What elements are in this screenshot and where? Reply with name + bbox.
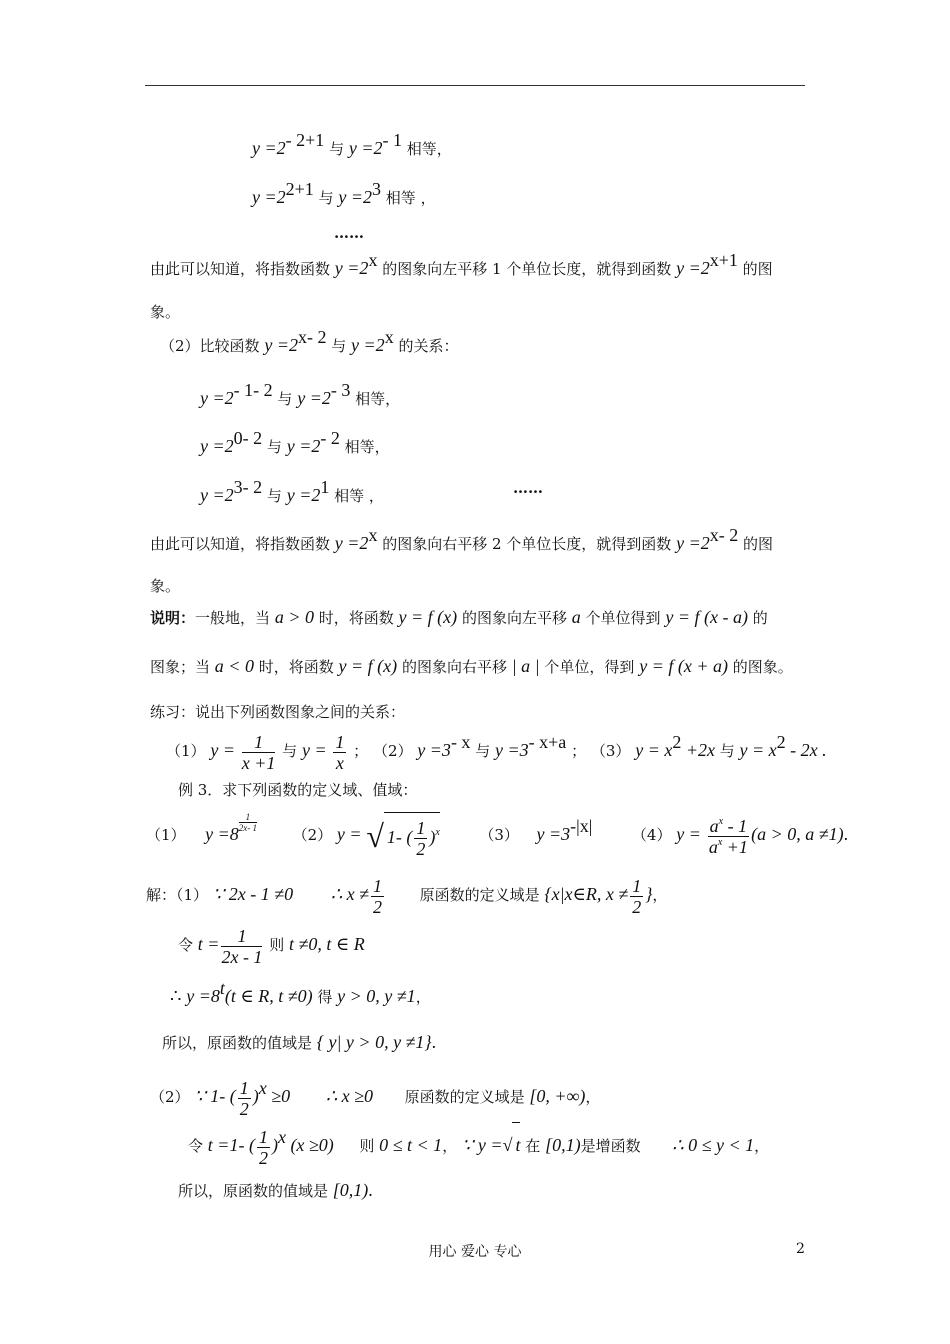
text: 原函数的定义域是 <box>404 1088 525 1106</box>
exponent: x <box>277 1127 286 1147</box>
solution-line-3 <box>170 978 431 1009</box>
formula: y =2 <box>286 436 321 456</box>
fraction <box>221 926 262 967</box>
solution-line-2 <box>178 922 365 967</box>
page-number: 2 <box>796 1241 805 1257</box>
text: 个单位，得到 <box>544 658 635 676</box>
solution-line-6: 令 t =1- ( $\frac{1}{2}$ )$^x$ (x ≥0) 则 0 ≤ t < 1， ∵ y =√ t 在 [0,1)是增函数 ∴ 0 ≤ y < 1， <box>188 1122 769 1168</box>
text: 的图 <box>743 535 774 553</box>
formula: ∴ x ≠ <box>330 884 370 904</box>
denominator: 2x- 1 <box>238 823 257 833</box>
numerator-rest: - 1 <box>723 815 748 836</box>
formula: } <box>645 884 653 904</box>
formula: ∵ y = <box>461 1135 503 1155</box>
formula: t =1- ( <box>207 1135 255 1155</box>
formula: y =2 <box>264 335 298 355</box>
formula: y =2 <box>348 138 383 158</box>
formula: ) <box>252 1086 259 1106</box>
text: 时，将函数 <box>258 658 334 676</box>
text: （2）比较函数 <box>160 337 260 355</box>
item-number: （1） <box>146 826 186 844</box>
denominator: 2 <box>416 838 426 859</box>
exponent: x <box>435 826 440 838</box>
fraction <box>238 1078 251 1119</box>
text: 的 <box>752 609 768 627</box>
formula: y =2 <box>334 258 369 278</box>
text: 一般地，当 <box>195 609 271 627</box>
formula: y =3 <box>417 740 451 760</box>
numerator: 1 <box>416 817 426 838</box>
exponent: - 1 <box>382 130 403 150</box>
formula: y = f (x - a) <box>665 607 748 627</box>
exponent: t <box>219 978 225 998</box>
text: 与 <box>331 337 347 355</box>
formula: | a | <box>511 656 540 676</box>
formula: a > 0 <box>274 607 314 627</box>
exponent: - 1- 2 <box>233 380 273 400</box>
exponent: 3- 2 <box>233 477 263 497</box>
numerator: a <box>709 815 719 836</box>
exponent: x <box>384 327 394 347</box>
text: （2） <box>150 1088 190 1106</box>
ellipsis: …… <box>513 479 543 497</box>
fraction <box>242 732 276 773</box>
equality-line-1 <box>252 130 452 161</box>
formula: y =2 <box>286 485 321 505</box>
fraction <box>371 876 384 917</box>
formula: y =2 <box>334 533 369 553</box>
text: 与 <box>318 189 334 207</box>
solution-line-1 <box>146 872 667 917</box>
text: 则 <box>269 936 285 954</box>
formula: y =2 <box>252 187 286 207</box>
solution-line-5 <box>150 1074 600 1119</box>
item-number: （4） <box>631 826 672 844</box>
text: 令 <box>188 1137 204 1155</box>
text: 的图象向右平移 2 个单位长度，就得到函数 <box>382 535 672 553</box>
fraction <box>708 816 749 857</box>
formula: y = <box>336 824 362 844</box>
fraction <box>630 876 643 917</box>
item-number: （2） <box>292 826 333 844</box>
formula: ≥0 <box>266 1086 291 1106</box>
formula: y = <box>210 740 235 760</box>
text: 与 <box>329 140 345 158</box>
exercise-items <box>166 730 827 773</box>
exponent: x <box>718 815 724 827</box>
formula: y =2 <box>351 335 385 355</box>
formula: ) <box>271 1135 278 1155</box>
solution-line-7 <box>178 1178 373 1203</box>
text: ； <box>571 742 587 760</box>
exponent: - 2+1 <box>285 130 325 150</box>
formula: +2x <box>681 740 715 760</box>
text: 与 <box>266 438 282 456</box>
fraction <box>333 732 346 773</box>
item-number: （1） <box>166 742 206 760</box>
text: 的图象向左平移 1 个单位长度，就得到函数 <box>382 260 672 278</box>
exponent: - 2 <box>320 428 340 448</box>
text: . <box>843 824 849 844</box>
formula: ∴ 0 ≤ y < 1 <box>672 1135 755 1155</box>
exponent: x <box>368 525 378 545</box>
compare-heading <box>160 327 459 358</box>
exponent: x- 2 <box>297 327 327 347</box>
text: 由此可以知道，将指数函数 <box>150 535 331 553</box>
equality-line-4 <box>200 428 390 459</box>
fraction <box>257 1127 270 1168</box>
text: 的图象向左平移 <box>461 609 567 627</box>
formula: y =2 <box>252 138 286 158</box>
text: 则 <box>359 1137 375 1155</box>
exponent: x- 2 <box>709 525 739 545</box>
text: 的图象向右平移 <box>401 658 507 676</box>
item-number: （3） <box>479 826 519 844</box>
exponent: -|x| <box>570 816 593 836</box>
text: 与 <box>266 487 282 505</box>
numerator: 1 <box>373 875 383 896</box>
text: 原函数的定义域是 <box>419 886 540 904</box>
formula: y =8 <box>186 986 220 1006</box>
text: ， <box>652 886 668 904</box>
text: 解：（1） <box>146 886 209 904</box>
text: 的图象。 <box>732 658 793 676</box>
header-rule <box>145 85 805 86</box>
equality-line-2 <box>252 179 436 210</box>
denominator: 2 <box>373 896 383 917</box>
note-line-1 <box>150 605 768 630</box>
text: 与 <box>277 390 293 408</box>
denominator-rest: +1 <box>722 836 748 857</box>
fraction <box>414 818 427 859</box>
text: 与 <box>475 742 491 760</box>
text: 相等， <box>344 438 390 456</box>
formula: y =2 <box>676 258 710 278</box>
denominator: 2x - 1 <box>221 946 263 967</box>
text: 得 <box>317 988 333 1006</box>
note-label: 说明： <box>150 609 196 627</box>
example-heading: 例 3．求下列函数的定义域、值域： <box>178 781 418 799</box>
formula: y =2 <box>200 388 234 408</box>
text: 相等 ， <box>385 189 436 207</box>
text: 的图 <box>742 260 773 278</box>
formula: [0, +∞) <box>529 1086 586 1106</box>
numerator: 1 <box>632 875 642 896</box>
exponent: - x <box>450 732 471 752</box>
formula: - 2x . <box>785 740 827 760</box>
page-footer: 用心 爱心 专心 <box>428 1244 522 1260</box>
text: 令 <box>178 936 194 954</box>
formula: ) <box>429 826 436 847</box>
formula: ∵ 2x - 1 ≠0 <box>212 884 294 904</box>
denominator: 2 <box>239 1098 249 1119</box>
formula: ∵ 1- ( <box>194 1086 236 1106</box>
numerator: 1 <box>258 1126 268 1147</box>
therefore-symbol: ∴ <box>170 986 182 1006</box>
formula: y =3 <box>495 740 529 760</box>
text: ， <box>415 988 431 1006</box>
denominator: x <box>335 752 344 773</box>
numerator: 1 <box>221 926 262 947</box>
item-number: （3） <box>590 742 631 760</box>
formula: t = <box>197 934 220 954</box>
text: ， <box>754 1137 770 1155</box>
formula: t ≠0, t ∈ R <box>289 934 365 954</box>
formula: ∴ x ≥0 <box>325 1086 374 1106</box>
solution-line-4 <box>162 1030 436 1055</box>
exponent: 2+1 <box>285 179 314 199</box>
example-functions: （1） y =8 $\frac{1}{2x- 1}$ （2） y = √ 1- ( $\frac{1}{2}$ )$^x$ （3） $y =3^{-|x|}$ （4） y = $\frac{a^x - 1}{a^x +1}$ (a > 0, a ≠1). <box>146 812 849 859</box>
text: 的关系： <box>398 337 459 355</box>
text: 时，将函数 <box>318 609 394 627</box>
formula: a < 0 <box>214 656 254 676</box>
formula: (a > 0, a ≠1) <box>751 824 844 844</box>
exponent: 1 <box>320 477 330 497</box>
formula: y =2 <box>297 388 331 408</box>
exponent: - x+a <box>528 732 567 752</box>
numerator: 1 <box>239 812 257 823</box>
formula: [0,1) <box>332 1180 369 1200</box>
text: ， <box>585 1088 601 1106</box>
formula: (t ∈ R, t ≠0) <box>224 986 313 1006</box>
text: 个单位得到 <box>585 609 661 627</box>
formula: { y| y > 0, y ≠1} <box>316 1032 432 1052</box>
text: . <box>368 1180 373 1200</box>
formula: 0 ≤ t < 1 <box>379 1135 443 1155</box>
denominator: 2 <box>632 896 642 917</box>
paragraph-left-shift <box>150 250 773 281</box>
formula: 1- ( <box>386 826 413 847</box>
text: . <box>431 1032 437 1052</box>
text: ， <box>442 1137 458 1155</box>
paragraph-right-shift <box>150 525 774 556</box>
exponent: - 3 <box>330 380 351 400</box>
formula: y =2 <box>200 485 234 505</box>
text: 所以，原函数的值域是 <box>178 1182 329 1200</box>
formula: {x|x∈R, x ≠ <box>544 884 629 904</box>
exercise-heading: 练习：说出下列函数图象之间的关系： <box>150 703 406 721</box>
text: 由此可以知道，将指数函数 <box>150 260 331 278</box>
formula: y = f (x + a) <box>639 656 728 676</box>
paragraph-continuation: 象。 <box>150 303 181 321</box>
text: 所以，原函数的值域是 <box>162 1034 313 1052</box>
formula: y = <box>676 824 701 844</box>
formula: a <box>571 607 581 627</box>
denominator: a <box>708 836 718 857</box>
formula: y = x <box>635 740 673 760</box>
text: 与 <box>719 742 735 760</box>
formula: y = f (x) <box>398 607 458 627</box>
exponent: 2 <box>672 732 682 752</box>
text: 在 <box>525 1137 541 1155</box>
exponent: 0- 2 <box>233 428 263 448</box>
formula: (x ≥0) <box>285 1135 334 1155</box>
exponent: x <box>258 1078 267 1098</box>
exponent: x <box>717 836 723 848</box>
numerator: 1 <box>239 1077 249 1098</box>
exponent: 2 <box>776 732 786 752</box>
denominator: x +1 <box>241 752 276 773</box>
note-line-2 <box>150 654 793 679</box>
ellipsis: …… <box>334 224 364 242</box>
formula: y =2 <box>200 436 234 456</box>
exponent-fraction <box>239 812 257 833</box>
item-number: （2） <box>372 742 413 760</box>
text: 相等， <box>406 140 452 158</box>
formula: [0,1) <box>545 1135 581 1155</box>
numerator: 1 <box>242 732 276 753</box>
formula: y =8 <box>205 824 239 844</box>
formula: y = <box>301 740 327 760</box>
radicand <box>384 812 440 861</box>
formula: y =2 <box>338 187 373 207</box>
text: ； <box>353 742 369 760</box>
equality-line-3 <box>200 380 401 411</box>
paragraph-continuation: 象。 <box>150 577 181 595</box>
exponent: x <box>368 250 378 270</box>
formula: y = x <box>739 740 777 760</box>
formula: y > 0, y ≠1 <box>337 986 416 1006</box>
text: 与 <box>282 742 298 760</box>
denominator: 2 <box>258 1147 268 1168</box>
numerator: 1 <box>335 731 345 752</box>
formula: y =3 <box>536 824 571 844</box>
radicand: t <box>512 1122 520 1167</box>
equality-line-5 <box>200 477 384 508</box>
formula: y =2 <box>676 533 710 553</box>
text: 相等， <box>355 390 401 408</box>
exponent: 3 <box>372 179 382 199</box>
text: 是增函数 <box>580 1137 641 1155</box>
text: 图象；当 <box>150 658 211 676</box>
text: 相等 ， <box>334 487 384 505</box>
exponent: x+1 <box>709 250 738 270</box>
formula: y = f (x) <box>338 656 398 676</box>
